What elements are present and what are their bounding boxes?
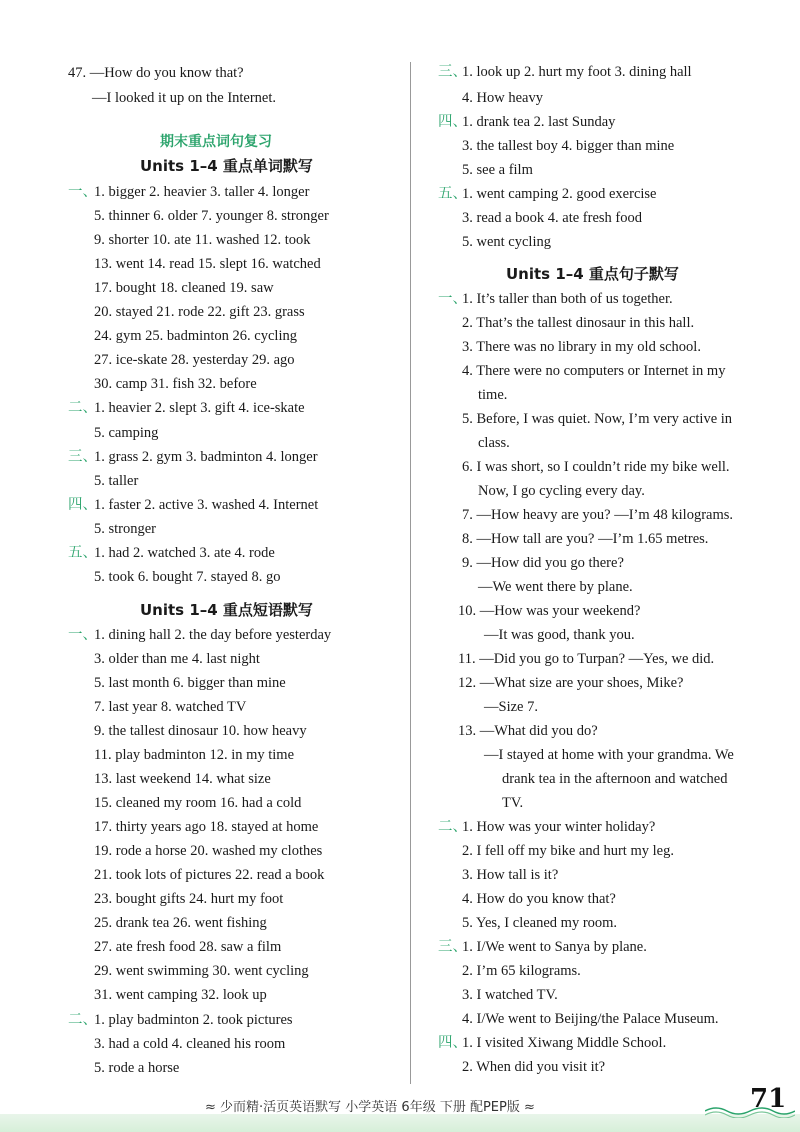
list-item: —It was good, thank you. (484, 627, 635, 643)
list-item: 9. —How did you go there? (462, 555, 624, 571)
list-item: 1. grass 2. gym 3. badminton 4. longer (94, 449, 318, 465)
sentences-title: Units 1–4 重点句子默写 (506, 265, 679, 283)
section-mark: 二、 (68, 400, 97, 416)
list-item: 13. last weekend 14. what size (94, 771, 271, 787)
section-mark: 一、 (438, 291, 467, 307)
review-title: 期末重点词句复习 (160, 134, 272, 150)
words-title: Units 1–4 重点单词默写 (140, 157, 313, 175)
list-item: 5. rode a horse (94, 1060, 180, 1076)
list-item: 3. had a cold 4. cleaned his room (94, 1036, 286, 1052)
list-item: 1. play badminton 2. took pictures (94, 1012, 293, 1028)
list-item: 12. —What size are your shoes, Mike? (458, 675, 684, 691)
list-item: 3. I watched TV. (462, 987, 558, 1003)
list-item: drank tea in the afternoon and watched (502, 771, 728, 787)
list-item: 5. stronger (94, 521, 157, 537)
list-item: 1. faster 2. active 3. washed 4. Internet (94, 497, 319, 513)
list-item: 3. read a book 4. ate fresh food (462, 210, 642, 226)
list-item: 2. When did you visit it? (462, 1059, 606, 1075)
list-item: 21. took lots of pictures 22. read a book (94, 867, 325, 883)
list-item: 4. I/We went to Beijing/the Palace Museum. (462, 1011, 719, 1027)
page-number: 71 (750, 1084, 787, 1114)
section-mark: 五、 (438, 186, 467, 202)
list-item: 9. shorter 10. ate 11. washed 12. took (94, 232, 311, 248)
list-item: 1. had 2. watched 3. ate 4. rode (94, 545, 275, 561)
section-mark: 一、 (68, 184, 97, 200)
q47-answer: —I looked it up on the Internet. (92, 90, 277, 106)
list-item: 1. went camping 2. good exercise (462, 186, 657, 202)
list-item: 27. ate fresh food 28. saw a film (94, 939, 282, 955)
section-mark: 三、 (438, 64, 467, 80)
column-divider (410, 62, 411, 1084)
list-item: 5. Before, I was quiet. Now, I’m very active in (462, 411, 733, 427)
section-mark: 三、 (68, 449, 97, 465)
section-mark: 三、 (438, 939, 467, 955)
list-item: 8. —How tall are you? —I’m 1.65 metres. (462, 531, 709, 547)
list-item: 31. went camping 32. look up (94, 987, 267, 1003)
list-item: 24. gym 25. badminton 26. cycling (94, 328, 297, 344)
list-item: 5. see a film (462, 162, 533, 178)
section-mark: 五、 (68, 545, 97, 561)
list-item: 3. How tall is it? (462, 867, 559, 883)
list-item: 5. camping (94, 425, 159, 441)
list-item: —I stayed at home with your grandma. We (484, 747, 734, 763)
list-item: 5. took 6. bought 7. stayed 8. go (94, 569, 281, 585)
section-mark: 二、 (68, 1012, 97, 1028)
list-item: —We went there by plane. (478, 579, 633, 595)
list-item: 27. ice-skate 28. yesterday 29. ago (94, 352, 295, 368)
list-item: 17. thirty years ago 18. stayed at home (94, 819, 319, 835)
list-item: 23. bought gifts 24. hurt my foot (94, 891, 284, 907)
list-item: 15. cleaned my room 16. had a cold (94, 795, 302, 811)
list-item: 6. I was short, so I couldn’t ride my bike well. (462, 459, 730, 475)
q47-question: 47. —How do you know that? (68, 65, 244, 81)
list-item: 20. stayed 21. rode 22. gift 23. grass (94, 304, 305, 320)
footer-band (0, 1114, 800, 1132)
list-item: TV. (502, 795, 524, 811)
list-item: 5. went cycling (462, 234, 551, 250)
list-item: 1. bigger 2. heavier 3. taller 4. longer (94, 184, 310, 200)
list-item: 3. older than me 4. last night (94, 651, 260, 667)
list-item: 5. last month 6. bigger than mine (94, 675, 286, 691)
list-item: 13. went 14. read 15. slept 16. watched (94, 256, 321, 272)
list-item: 1. It’s taller than both of us together. (462, 291, 673, 307)
list-item: 1. drank tea 2. last Sunday (462, 114, 616, 130)
list-item: 29. went swimming 30. went cycling (94, 963, 309, 979)
list-item: 4. There were no computers or Internet in my (462, 363, 726, 379)
list-item: 3. the tallest boy 4. bigger than mine (462, 138, 675, 154)
list-item: time. (478, 387, 508, 403)
list-item: 4. How do you know that? (462, 891, 616, 907)
page-footer (0, 1084, 800, 1132)
section-mark: 四、 (438, 1035, 467, 1051)
list-item: 1. heavier 2. slept 3. gift 4. ice-skate (94, 400, 305, 416)
list-item: 13. —What did you do? (458, 723, 598, 739)
list-item: 2. I’m 65 kilograms. (462, 963, 581, 979)
list-item: 5. Yes, I cleaned my room. (462, 915, 618, 931)
list-item: 1. dining hall 2. the day before yesterday (94, 627, 332, 643)
list-item: 1. How was your winter holiday? (462, 819, 656, 835)
list-item: 10. —How was your weekend? (458, 603, 641, 619)
list-item: 11. play badminton 12. in my time (94, 747, 295, 763)
list-item: 11. —Did you go to Turpan? —Yes, we did. (458, 651, 715, 667)
list-item: 9. the tallest dinosaur 10. how heavy (94, 723, 307, 739)
list-item: class. (478, 435, 510, 451)
section-mark: 二、 (438, 819, 467, 835)
list-item: 1. I visited Xiwang Middle School. (462, 1035, 667, 1051)
list-item: 3. There was no library in my old school. (462, 339, 701, 355)
footer-book-info: ≈ 少而精·活页英语默写 小学英语 6年级 下册 配PEP版 ≈ (205, 1100, 535, 1115)
list-item: 1. look up 2. hurt my foot 3. dining hall (462, 64, 692, 80)
list-item: 7. last year 8. watched TV (94, 699, 247, 715)
list-item: 30. camp 31. fish 32. before (94, 376, 257, 392)
list-item: 1. I/We went to Sanya by plane. (462, 939, 647, 955)
list-item: 4. How heavy (462, 90, 543, 106)
list-item: 7. —How heavy are you? —I’m 48 kilograms. (462, 507, 734, 523)
list-item: 5. taller (94, 473, 139, 489)
section-mark: 四、 (68, 497, 97, 513)
list-item: 17. bought 18. cleaned 19. saw (94, 280, 274, 296)
section-mark: 一、 (68, 627, 97, 643)
list-item: 2. I fell off my bike and hurt my leg. (462, 843, 674, 859)
list-item: Now, I go cycling every day. (478, 483, 645, 499)
list-item: 25. drank tea 26. went fishing (94, 915, 267, 931)
list-item: 19. rode a horse 20. washed my clothes (94, 843, 323, 859)
list-item: 2. That’s the tallest dinosaur in this hall. (462, 315, 695, 331)
list-item: —Size 7. (484, 699, 538, 715)
phrases-title: Units 1–4 重点短语默写 (140, 601, 313, 619)
section-mark: 四、 (438, 114, 467, 130)
list-item: 5. thinner 6. older 7. younger 8. stronger (94, 208, 329, 224)
